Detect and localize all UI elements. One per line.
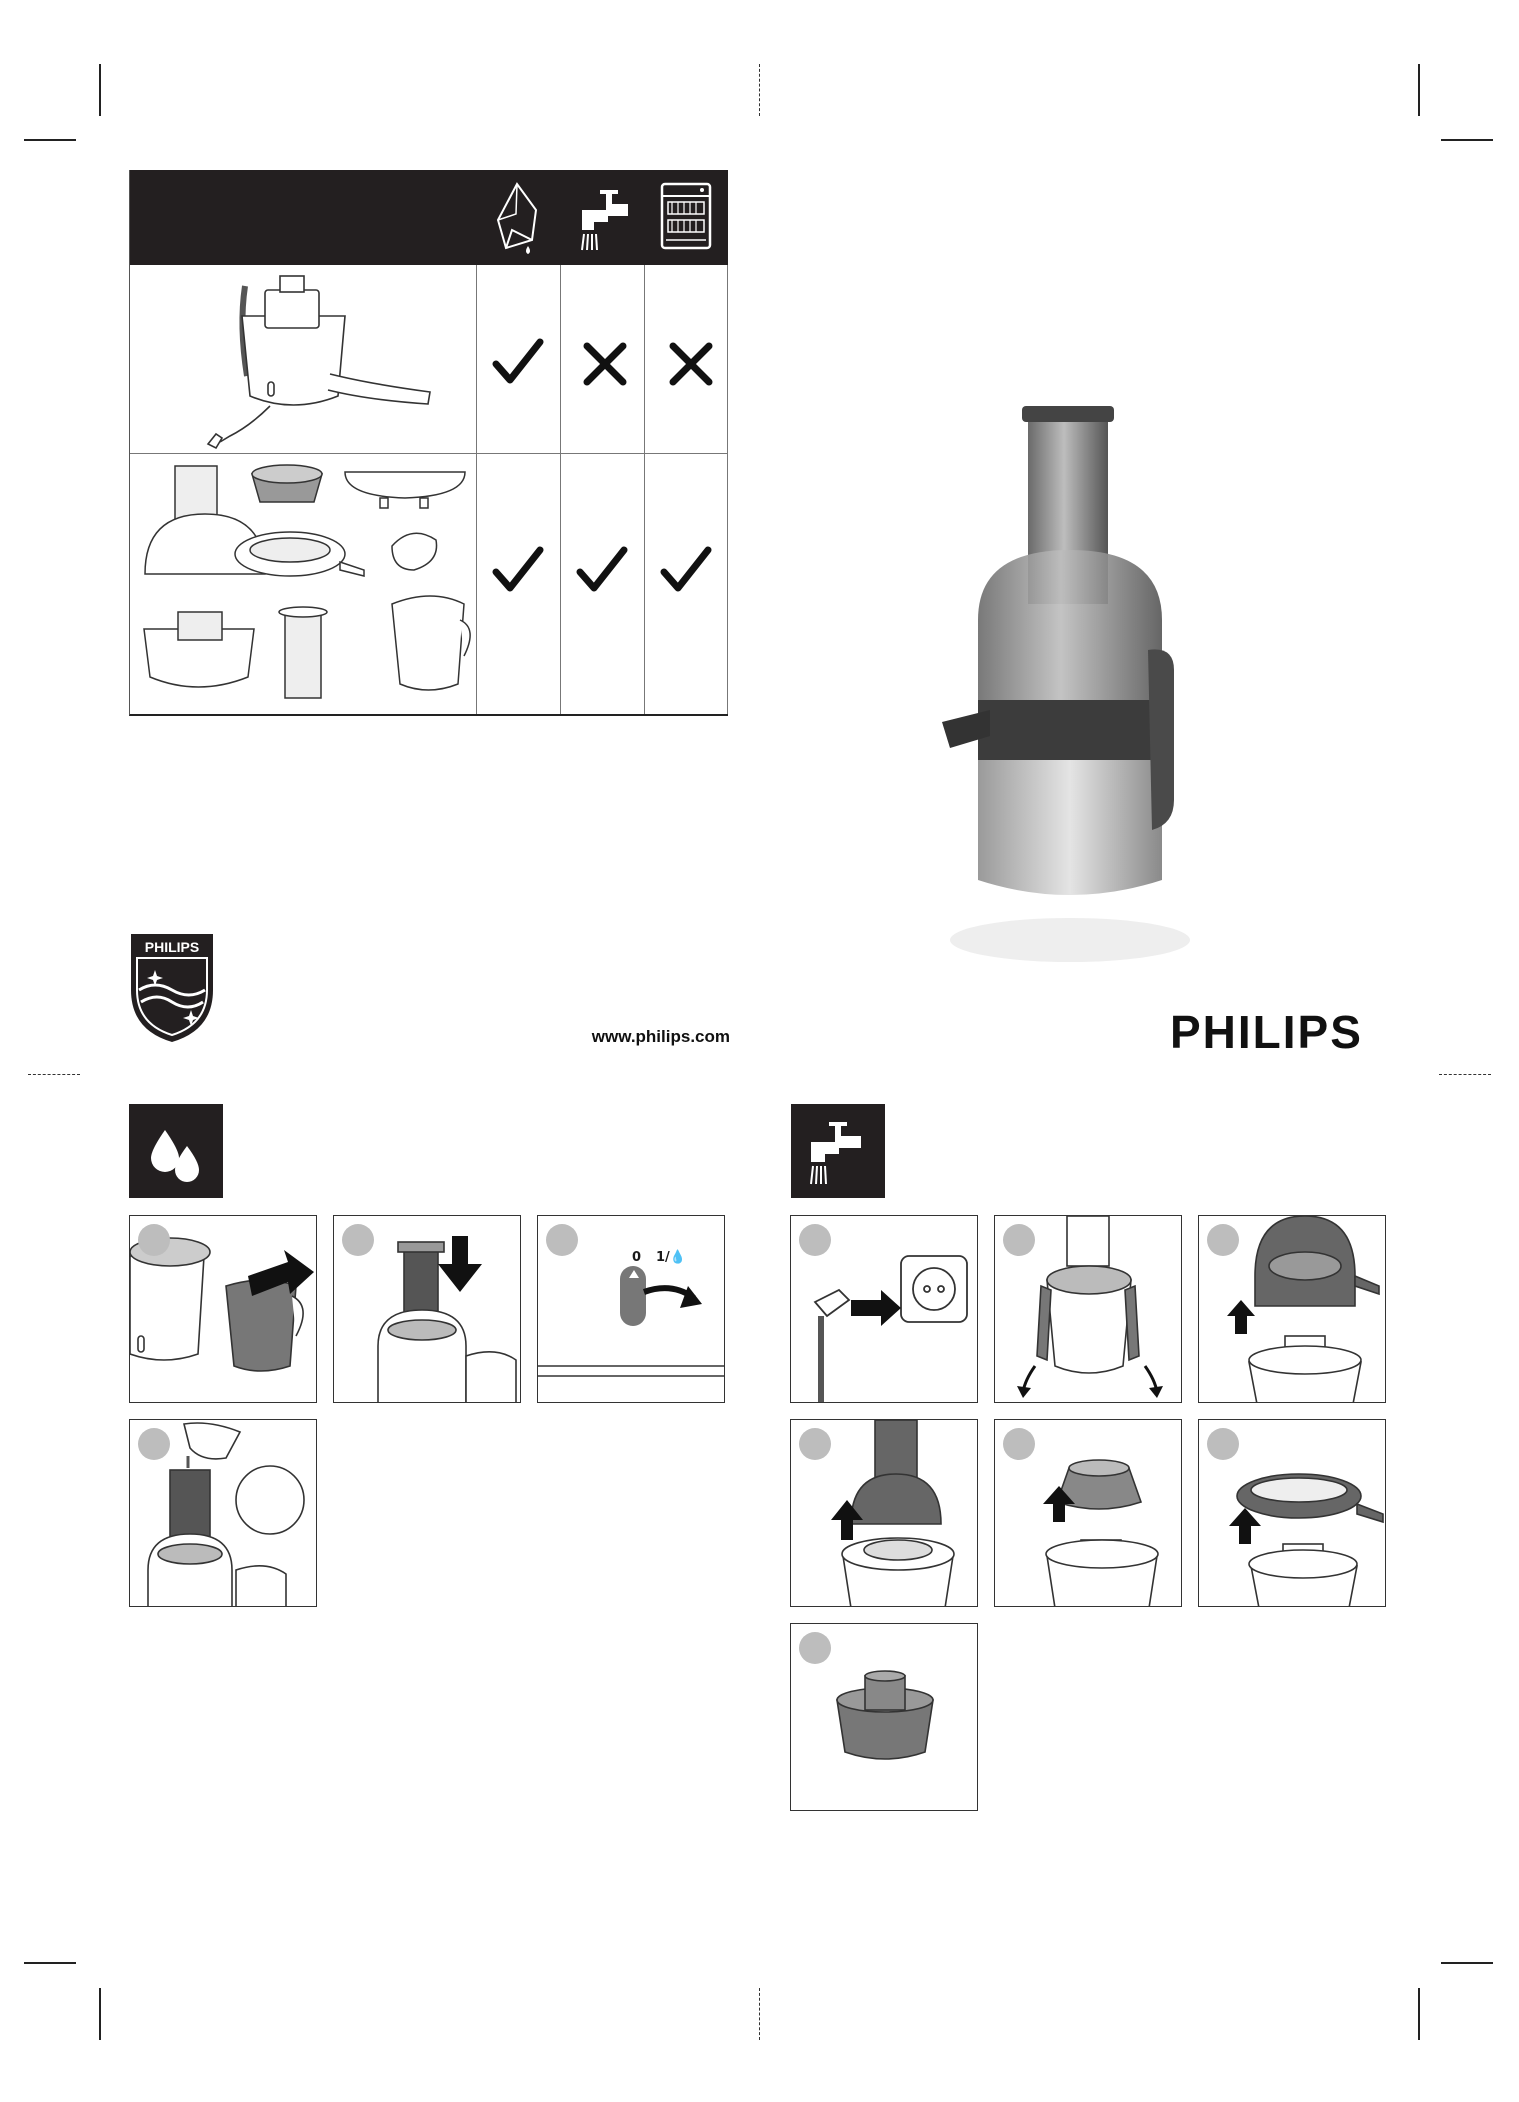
crop-mark: [1418, 1988, 1420, 2040]
philips-shield-logo: [129, 932, 215, 1044]
step-number-badge: [1003, 1224, 1035, 1256]
clean-step-3: [537, 1215, 725, 1403]
crop-mark: [1441, 139, 1493, 141]
step-number-badge: [342, 1224, 374, 1256]
step-number-badge: [799, 1224, 831, 1256]
drops-icon: [129, 1104, 223, 1198]
fold-mark: [759, 64, 760, 116]
switch-on-label-text: 1/: [656, 1250, 670, 1265]
step-number-badge: [138, 1224, 170, 1256]
table-divider: [727, 265, 728, 714]
check-icon: [490, 334, 546, 390]
fold-mark: [759, 1988, 760, 2040]
table-divider: [476, 265, 477, 714]
section-clean-icon: [129, 1104, 223, 1198]
section-rinse-icon: [791, 1104, 885, 1198]
crop-mark: [24, 139, 76, 141]
juicer-product-photo: [930, 400, 1200, 970]
tap-icon: [560, 170, 642, 265]
crop-mark: [1418, 64, 1420, 116]
detachable-parts-illustration: [130, 454, 476, 712]
rinse-step-1: [790, 1215, 978, 1403]
rinse-step-6: [1198, 1419, 1386, 1607]
clean-step-4: [129, 1419, 317, 1607]
clean-step-1: [129, 1215, 317, 1403]
check-icon: [490, 542, 546, 598]
check-icon: [574, 542, 630, 598]
table-divider: [560, 265, 561, 714]
crop-mark: [99, 64, 101, 116]
step-number-badge: [1003, 1428, 1035, 1460]
switch-on-label: [656, 1250, 686, 1265]
website-url[interactable]: www.philips.com: [591, 1027, 730, 1046]
check-icon: [658, 542, 714, 598]
step-number-badge: [1207, 1428, 1239, 1460]
rinse-step-3: [1198, 1215, 1386, 1403]
switch-off-label: 0: [632, 1250, 642, 1265]
fold-mark: [28, 1074, 80, 1075]
philips-wordmark: PHILIPS: [1170, 1006, 1363, 1058]
cross-icon: [663, 336, 719, 392]
wipe-cloth-icon: [476, 170, 558, 265]
cleaning-table: [129, 170, 728, 716]
drop-icon: 💧: [669, 1250, 686, 1265]
dishwasher-icon: [644, 170, 726, 265]
rinse-step-5: [994, 1419, 1182, 1607]
rinse-step-4: [790, 1419, 978, 1607]
crop-mark: [24, 1962, 76, 1964]
crop-mark: [1441, 1962, 1493, 1964]
table-divider: [644, 265, 645, 714]
fold-mark: [1439, 1074, 1491, 1075]
crop-mark: [99, 1988, 101, 2040]
step-number-badge: [1207, 1224, 1239, 1256]
step-number-badge: [799, 1632, 831, 1664]
shield-label: PHILIPS: [144, 939, 200, 955]
cross-icon: [577, 336, 633, 392]
rinse-step-7: [790, 1623, 978, 1811]
step-number-badge: [799, 1428, 831, 1460]
motor-unit-illustration: [130, 266, 476, 452]
clean-step-2: [333, 1215, 521, 1403]
rinse-step-2: [994, 1215, 1182, 1403]
step-number-badge: [138, 1428, 170, 1460]
step-number-badge: [546, 1224, 578, 1256]
tap-icon: [791, 1104, 885, 1198]
